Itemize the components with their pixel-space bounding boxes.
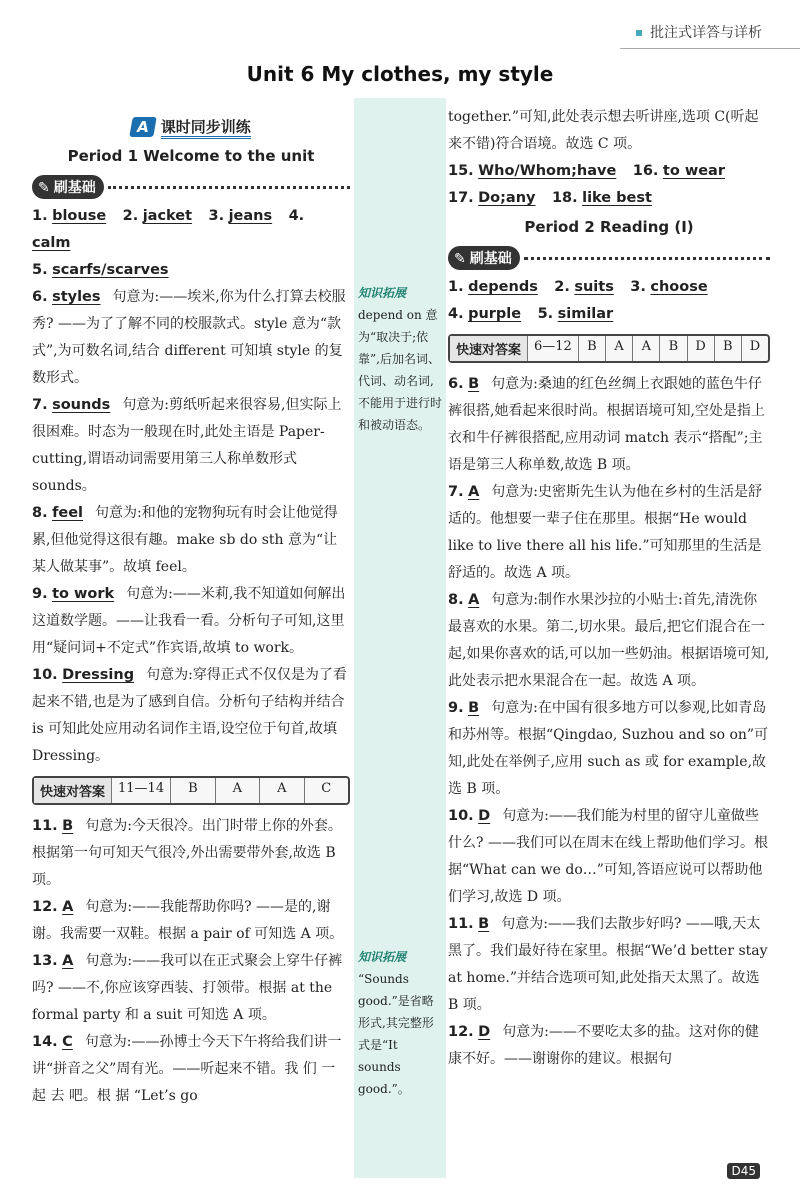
answer-line-15-16 [448, 158, 770, 185]
question-11 [448, 911, 770, 1019]
answer: Do;any [478, 190, 536, 206]
question-number: 1. [32, 208, 48, 224]
question-number: 12. [32, 899, 58, 915]
explanation: 句意为:穿得正式不仅仅是为了看起来不错,也是为了感到自信。分析句子结构并结合 is 可知此处应用动名词作主语,设空位于句首,故填 Dressing。 [32, 667, 347, 764]
quick-answer-cell: A [216, 778, 260, 803]
explanation: 句意为:剪纸听起来很容易,但实际上很困难。时态为一般现在时,此处主语是 Paper-cutting,谓语动词需要用第三人称单数形式 sounds。 [32, 397, 342, 494]
question-number: 15. [448, 163, 474, 179]
quick-answer-table [32, 776, 350, 805]
unit-title: Unit 6 My clothes, my style [246, 62, 554, 86]
answer: feel [52, 505, 84, 521]
question-number: 8. [448, 592, 464, 608]
question-10 [32, 662, 350, 770]
question-number: 1. [448, 279, 464, 295]
brush-icon: ✎ [454, 251, 466, 267]
question-number: 5. [32, 262, 48, 278]
header-tag [636, 22, 762, 42]
explanation: 句意为:——我能帮助你吗? ——是的,谢谢。我需要一双鞋。根据 a pair of 可知选 A 项。 [32, 899, 344, 942]
answer: A [468, 484, 480, 500]
explanation: 句意为:——孙博士今天下午将给我们讲一讲“拼音之父”周有光。——听起来不错。我 们 一 起 去 吧。根 据 “Let’s go [32, 1034, 342, 1104]
answer: Who/Whom;have [478, 163, 617, 179]
answer: purple [468, 306, 522, 322]
question-number: 18. [551, 190, 578, 206]
quick-answer-label: 快速对答案 [450, 336, 528, 361]
answer: D [478, 1024, 491, 1040]
right-column [448, 104, 770, 1073]
question-10 [448, 803, 770, 911]
question-number: 11. [448, 916, 474, 932]
question-number: 6. [448, 376, 464, 392]
explanation: 句意为:——我可以在正式聚会上穿牛仔裤吗? ——不,你应该穿西装、打领带。根据 at the formal party 和 a suit 可知选 A 项。 [32, 953, 343, 1023]
answer-line-4-5 [448, 301, 770, 328]
brush-basics-header [448, 246, 770, 270]
answer-line-1-4 [32, 203, 350, 257]
quick-answer-cell: A [606, 336, 633, 361]
answer: A [62, 899, 74, 915]
note-text: depend on 意为“取决于;依靠”,后加名词、代词、动名词,不能用于进行时和被动语态。 [358, 308, 443, 432]
explanation: 句意为:和他的宠物狗玩有时会让他觉得累,但他觉得这很有趣。make sb do sth 意为“让某人做某事”。故填 feel。 [32, 505, 338, 575]
answer: sounds [52, 397, 111, 413]
quick-answer-cell: C [321, 781, 332, 796]
quick-answer-label: 快速对答案 [34, 778, 112, 803]
question-number: 8. [32, 505, 48, 521]
answer: calm [32, 235, 71, 251]
knowledge-note-2 [358, 946, 444, 1100]
answer: C [62, 1034, 73, 1050]
answer: B [478, 916, 490, 932]
explanation: 句意为:——我们去散步好吗? ——哦,天太黑了。我们最好待在家里。根据“We’d better stay at home.”并结合选项可知,此处指天太黑了。故选 B 项。 [448, 916, 768, 1013]
question-number: 2. [122, 208, 139, 224]
question-number: 9. [448, 700, 464, 716]
question-number: 6. [32, 289, 48, 305]
answer: B [468, 376, 480, 392]
question-number: 9. [32, 586, 48, 602]
answer: to work [52, 586, 115, 602]
question-7 [448, 479, 770, 587]
question-13 [32, 948, 350, 1029]
answer-line-1-3 [448, 274, 770, 301]
question-6 [448, 371, 770, 479]
quick-answer-cell: A [633, 336, 660, 361]
question-14 [32, 1029, 350, 1110]
question-6 [32, 284, 350, 392]
quick-answer-range: 11—14 [112, 778, 171, 803]
brush-label: 刷基础 [53, 180, 96, 196]
brush-pill [448, 246, 520, 270]
answer: B [468, 700, 480, 716]
explanation: 句意为:——埃米,你为什么打算去校服秀? ——为了了解不同的校服款式。style 意为“款式”,为可数名词,结合 different 可知填 style 的复数形式。 [32, 289, 346, 386]
period-1-title: Period 1 Welcome to the unit [67, 147, 315, 165]
answer: A [62, 953, 74, 969]
answer: depends [468, 279, 538, 295]
brush-icon: ✎ [38, 180, 50, 196]
brush-basics-header [32, 175, 350, 199]
question-number: 11. [32, 818, 58, 834]
question-number: 2. [554, 279, 570, 295]
answer: similar [557, 306, 614, 322]
explanation: 句意为:史密斯先生认为他在乡村的生活是舒适的。他想要一辈子住在那里。根据“He would like to live there all his life.”可知那里的生活是舒适的。故选 A 项。 [448, 484, 763, 581]
answer: jeans [228, 208, 273, 224]
knowledge-note-1 [358, 282, 444, 436]
header-divider [620, 48, 800, 49]
note-title: 知识拓展 [358, 950, 407, 964]
quick-answer-cell: A [260, 778, 304, 803]
question-11 [32, 813, 350, 894]
brush-label: 刷基础 [469, 251, 512, 267]
question-number: 4. [448, 306, 464, 322]
quick-answer-table [448, 334, 770, 363]
question-7 [32, 392, 350, 500]
question-8 [448, 587, 770, 695]
square-icon [636, 30, 642, 36]
answer: scarfs/scarves [52, 262, 169, 278]
question-number: 10. [32, 667, 58, 683]
brush-pill [32, 175, 104, 199]
question-12 [448, 1019, 770, 1073]
answer: jacket [142, 208, 193, 224]
explanation: 句意为:——我们能为村里的留守儿童做些什么? ——我们可以在周末在线上帮助他们学习。根据“What can we do…”可知,答语应说可以帮助他们学习,故选 D 项。 [448, 808, 768, 905]
answer: like best [582, 190, 652, 206]
answer: to wear [662, 163, 725, 179]
answer-line-5 [32, 257, 350, 284]
quick-answer-cell: B [579, 336, 606, 361]
explanation: 句意为:在中国有很多地方可以参观,比如青岛和苏州等。根据“Qingdao, Suzhou and so on”可知,此处在举例子,应用 such as 或 for example,故选 B 项。 [448, 700, 769, 797]
quick-answer-cell: B [715, 336, 742, 361]
quick-answer-cell: B [660, 336, 687, 361]
section-label: 课时同步训练 [161, 118, 251, 139]
explanation: 句意为:制作水果沙拉的小贴士:首先,清洗你最喜欢的水果。第二,切水果。最后,把它们混合在一起,如果你喜欢的话,可以加一些奶油。根据语境可知,此处表示把水果混合在一起。故选 A 项。 [448, 592, 770, 689]
question-number: 3. [208, 208, 225, 224]
quick-answer-cell: D [749, 339, 761, 354]
question-number: 4. [288, 208, 305, 224]
question-9 [32, 581, 350, 662]
period-2-title: Period 2 Reading (Ⅰ) [524, 218, 694, 236]
question-number: 12. [448, 1024, 474, 1040]
answer: styles [52, 289, 101, 305]
section-banner [32, 116, 350, 137]
question-number: 17. [448, 190, 474, 206]
dotted-divider [108, 185, 350, 189]
section-badge: A [129, 117, 156, 137]
question-number: 7. [32, 397, 48, 413]
note-text: “Sounds good.”是省略形式,其完整形式是“It sounds good.”。 [358, 972, 434, 1096]
answer: choose [650, 279, 708, 295]
answer-line-17-18 [448, 185, 770, 212]
question-number: 16. [632, 163, 659, 179]
answer: A [468, 592, 480, 608]
answer: suits [574, 279, 614, 295]
quick-answer-cell: B [171, 778, 215, 803]
question-number: 5. [537, 306, 554, 322]
question-9 [448, 695, 770, 803]
explanation: 句意为:——米莉,我不知道如何解出这道数学题。——让我看一看。分析句子可知,这里用“疑问词+不定式”作宾语,故填 to work。 [32, 586, 346, 656]
explanation: 句意为:今天很冷。出门时带上你的外套。根据第一句可知天气很冷,外出需要带外套,故选 B 项。 [32, 818, 342, 888]
answer: Dressing [62, 667, 135, 683]
page-number: D45 [727, 1163, 760, 1179]
explanation: 句意为:桑迪的红色丝绸上衣跟她的蓝色牛仔裤很搭,她看起来很时尚。根据语境可知,空处是指上衣和牛仔裤很搭配,应用动词 match 表示“搭配”;主语是第三人称单数,故选 B 项。 [448, 376, 765, 473]
note-title: 知识拓展 [358, 286, 407, 300]
answer: D [478, 808, 491, 824]
question-12 [32, 894, 350, 948]
quick-answer-range: 6—12 [528, 336, 579, 361]
question-number: 7. [448, 484, 464, 500]
left-column [32, 110, 350, 1110]
question-8 [32, 500, 350, 581]
question-number: 14. [32, 1034, 58, 1050]
question-number: 10. [448, 808, 474, 824]
quick-answer-cell: D [688, 336, 715, 361]
dotted-divider [524, 256, 770, 260]
question-number: 3. [630, 279, 646, 295]
explanation: 句意为:——不要吃太多的盐。这对你的健康不好。——谢谢你的建议。根据句 [448, 1024, 759, 1067]
header-tag-text: 批注式详答与详析 [650, 25, 762, 41]
question-14-continued: together.”可知,此处表示想去听讲座,选项 C(听起来不错)符合语境。故选 C 项。 [448, 109, 759, 152]
answer: B [62, 818, 74, 834]
question-number: 13. [32, 953, 58, 969]
answer: blouse [52, 208, 107, 224]
